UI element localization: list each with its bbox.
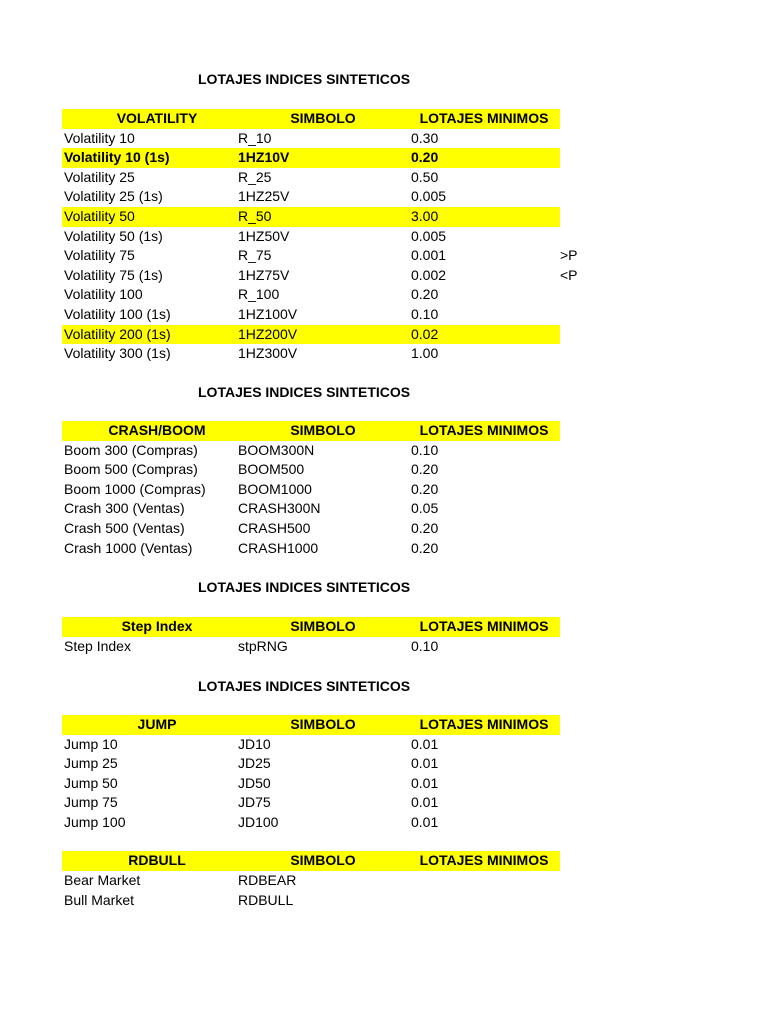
symbol-cell: CRASH300N <box>238 500 321 517</box>
symbol-cell: 1HZ10V <box>238 149 290 166</box>
name-cell: Volatility 200 (1s) <box>64 325 171 342</box>
table-row <box>62 246 560 266</box>
header-cell: JUMP <box>137 716 177 732</box>
header-cell: SIMBOLO <box>290 716 356 732</box>
name-cell: Jump 10 <box>64 735 118 752</box>
symbol-cell: JD100 <box>238 814 279 830</box>
header-cell: LOTAJES MINIMOS <box>419 422 549 438</box>
table-row <box>62 735 560 755</box>
name-cell: Boom 300 (Compras) <box>64 441 198 458</box>
symbol-cell: CRASH500 <box>238 520 311 536</box>
lot-cell: 0.001 <box>411 247 447 264</box>
header-cell: VOLATILITY <box>116 110 198 126</box>
lot-cell: 0.10 <box>411 637 439 654</box>
lot-cell: 0.01 <box>411 735 439 752</box>
name-cell: Bull Market <box>64 892 135 908</box>
table-row <box>62 148 560 168</box>
name-cell: Volatility 100 (1s) <box>64 306 171 322</box>
table-header-jump <box>62 715 560 735</box>
symbol-cell: 1HZ75V <box>238 266 290 283</box>
table-row <box>62 305 560 325</box>
name-cell: Crash 1000 (Ventas) <box>64 539 193 556</box>
section-title-step: LOTAJES INDICES SINTETICOS <box>198 579 411 595</box>
table-row <box>62 266 560 286</box>
name-cell: Jump 25 <box>64 755 118 772</box>
symbol-cell: 1HZ100V <box>238 306 298 322</box>
name-cell: Crash 500 (Ventas) <box>64 520 185 536</box>
header-cell: Step Index <box>121 618 193 634</box>
symbol-cell: R_75 <box>238 247 272 264</box>
symbol-cell: CRASH1000 <box>238 539 319 556</box>
symbol-cell: R_25 <box>238 168 272 185</box>
symbol-cell: 1HZ50V <box>238 227 290 244</box>
table-row <box>62 499 560 519</box>
name-cell: Volatility 300 (1s) <box>64 345 171 362</box>
name-cell: Jump 50 <box>64 774 118 791</box>
symbol-cell: BOOM300N <box>238 441 315 458</box>
table-row <box>62 129 560 149</box>
name-cell: Jump 75 <box>64 794 118 811</box>
name-cell: Crash 300 (Ventas) <box>64 500 185 517</box>
name-cell: Step Index <box>64 637 131 654</box>
table-row <box>62 813 560 833</box>
name-cell: Volatility 25 <box>64 168 135 185</box>
section-title-crashboom: LOTAJES INDICES SINTETICOS <box>198 384 411 400</box>
table-row <box>62 793 560 813</box>
lot-cell: 0.01 <box>411 755 439 772</box>
lot-cell: 0.50 <box>411 168 439 185</box>
header-cell: LOTAJES MINIMOS <box>419 110 549 126</box>
symbol-cell: RDBULL <box>238 892 294 908</box>
symbol-cell: R_10 <box>238 129 272 146</box>
header-cell: SIMBOLO <box>290 852 356 868</box>
name-cell: Bear Market <box>64 872 141 888</box>
table-row <box>62 441 560 461</box>
lot-cell: 0.20 <box>411 520 439 536</box>
symbol-cell: JD25 <box>238 755 271 772</box>
lot-cell: 0.005 <box>411 227 447 244</box>
header-cell: LOTAJES MINIMOS <box>419 618 549 634</box>
lot-cell: 0.20 <box>411 461 439 478</box>
name-cell: Volatility 75 (1s) <box>64 266 163 283</box>
lot-cell: 1.00 <box>411 345 439 362</box>
lot-cell: 0.05 <box>411 500 439 517</box>
table-row <box>62 187 560 207</box>
name-cell: Jump 100 <box>64 814 126 830</box>
table-header-step <box>62 617 560 637</box>
symbol-cell: stpRNG <box>238 637 288 654</box>
symbol-cell: 1HZ300V <box>238 345 298 362</box>
symbol-cell: 1HZ200V <box>238 325 298 342</box>
table-row <box>62 871 560 891</box>
table-row <box>62 891 560 911</box>
section-title-jump: LOTAJES INDICES SINTETICOS <box>198 678 411 694</box>
table-row <box>62 519 560 539</box>
header-cell: RDBULL <box>128 852 186 868</box>
lot-cell: 0.01 <box>411 774 439 791</box>
name-cell: Boom 500 (Compras) <box>64 461 198 478</box>
lot-cell: 0.002 <box>411 266 447 283</box>
table-row <box>62 754 560 774</box>
section-title-volatility: LOTAJES INDICES SINTETICOS <box>198 71 411 87</box>
table-row <box>62 539 560 559</box>
symbol-cell: JD50 <box>238 774 271 791</box>
lot-cell: 0.20 <box>411 286 439 303</box>
lot-cell: 0.005 <box>411 188 447 205</box>
header-cell: SIMBOLO <box>290 618 356 634</box>
side-note: >P <box>560 247 578 264</box>
symbol-cell: BOOM1000 <box>238 480 312 497</box>
name-cell: Volatility 10 (1s) <box>64 149 170 166</box>
symbol-cell: R_100 <box>238 286 280 303</box>
table-row <box>62 774 560 794</box>
name-cell: Boom 1000 (Compras) <box>64 480 206 497</box>
symbol-cell: BOOM500 <box>238 461 305 478</box>
table-row <box>62 227 560 247</box>
lot-cell: 0.10 <box>411 306 439 322</box>
lot-cell: 3.00 <box>411 208 439 224</box>
lot-cell: 0.20 <box>411 480 439 497</box>
table-row <box>62 285 560 305</box>
lot-cell: 0.01 <box>411 814 439 830</box>
symbol-cell: JD10 <box>238 735 271 752</box>
table-row <box>62 168 560 188</box>
table-row <box>62 344 560 364</box>
header-cell: SIMBOLO <box>290 110 356 126</box>
header-cell: CRASH/BOOM <box>108 422 206 438</box>
header-cell: LOTAJES MINIMOS <box>419 852 549 868</box>
name-cell: Volatility 10 <box>64 129 135 146</box>
lot-cell: 0.20 <box>411 539 439 556</box>
lot-cell: 0.30 <box>411 129 439 146</box>
table-header-rdbull <box>62 851 560 871</box>
symbol-cell: RDBEAR <box>238 872 297 888</box>
table-row <box>62 207 560 227</box>
lot-cell: 0.01 <box>411 794 439 811</box>
lot-cell: 0.02 <box>411 325 439 342</box>
lot-cell <box>411 871 559 891</box>
side-note: <P <box>560 266 578 283</box>
table-header-crashboom <box>62 421 560 441</box>
lot-cell: 0.10 <box>411 441 439 458</box>
table-row <box>62 325 560 345</box>
table-row <box>62 637 560 657</box>
name-cell: Volatility 25 (1s) <box>64 188 163 205</box>
symbol-cell: R_50 <box>238 208 272 224</box>
header-cell: SIMBOLO <box>290 422 356 438</box>
lot-cell: 0.20 <box>411 149 439 166</box>
name-cell: Volatility 50 (1s) <box>64 227 163 244</box>
symbol-cell: 1HZ25V <box>238 188 290 205</box>
name-cell: Volatility 75 <box>64 247 135 264</box>
header-cell: LOTAJES MINIMOS <box>419 716 549 732</box>
symbol-cell: JD75 <box>238 794 271 811</box>
name-cell: Volatility 100 <box>64 286 143 303</box>
lot-cell <box>411 891 559 911</box>
name-cell: Volatility 50 <box>64 208 135 224</box>
table-header-volatility <box>62 109 560 129</box>
table-row <box>62 460 560 480</box>
table-row <box>62 480 560 500</box>
